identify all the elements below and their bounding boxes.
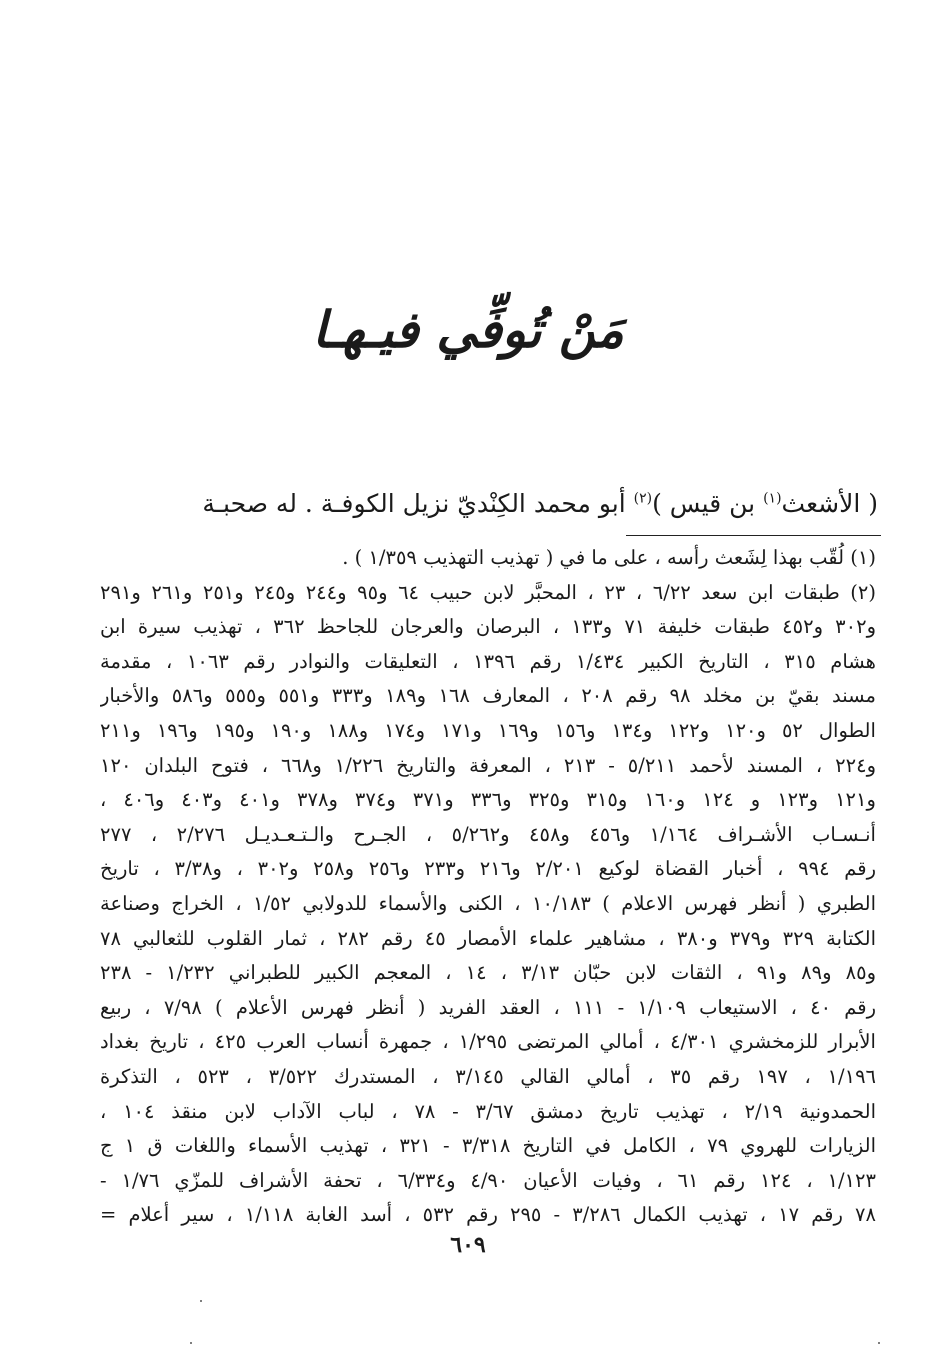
footnote-2-line: و١٢١ و١٢٣ و ١٢٤ و١٦٠ و٣١٥ و٣٢٥ و٣٣٦ و٣٧١ و٣٧٤ و٣٧٨ و٤٠١ و٤٠٣ و٤٠٦ ، (100, 788, 876, 812)
footnote-2-line: الطوال ٥٢ و١٢٠ و١٢٢ و١٣٤ و١٥٦ و١٦٩ و١٧١ و١٧٤ و١٨٨ و١٩٠ و١٩٥ و١٩٦ و٢١١ (100, 718, 876, 742)
footnote-2-line: ١/١٩٦ ، ١٩٧ رقم ٣٥ ، أمالي القالي ٣/١٤٥ ، المستدرك ٣/٥٢٢ ، ٥٢٣ ، التذكرة (100, 1064, 876, 1088)
scan-speck (190, 1342, 192, 1344)
page-number: ٦٠٩ (450, 1232, 486, 1258)
footnote-divider (626, 535, 881, 536)
footnote-2-line: الحمدونية ٢/١٩ ، تهذيب تاريخ دمشق ٣/٦٧ - ٧٨ ، لباب الآداب لابن منقذ ١٠٤ ، (100, 1099, 876, 1123)
scan-speck (200, 1300, 202, 1302)
footnote-2-line: الطبري ( أنظر فهرس الاعلام ) ١٠/١٨٣ ، الكنى والأسماء للدولابي ١/٥٢ ، الخراج وصناعة (100, 891, 876, 915)
entry-name: ( الأشعث (781, 489, 878, 518)
footnotes (100, 541, 876, 1233)
biography-entry (100, 484, 878, 524)
footnote-2-line: و٨٥ و٨٩ و٩١ ، الثقات لابن حبّان ٣/١٣ ، ١٤ ، المعجم الكبير للطبراني ١/٢٣٢ - ٢٣٨ (100, 961, 876, 985)
footnote-1: (١) لُقّب بهذا لِشَعث رأسه ، على ما في ( تهذيب التهذيب ١/٣٥٩ ) . (342, 546, 876, 569)
footnote-2-line: هشام ٣١٥ ، التاريخ الكبير ١/٤٣٤ رقم ١٣٩٦ ، التعليقات والنوادر رقم ١٠٦٣ ، مقدمة (100, 649, 876, 673)
footnote-2-line: أنـسـاب الأشـراف ١/١٦٤ و٤٥٦ و٤٥٨ و٥/٢٦٢ ، الجـرح والـتـعـديـل ٢/٢٧٦ ، ٢٧٧ (100, 822, 876, 846)
footnote-ref-1: (١) (763, 490, 782, 507)
scan-speck (878, 1342, 880, 1344)
entry-name-cont: بن قيس ) (652, 489, 764, 518)
footnote-2-line: ٧٨ رقم ١٧ ، تهذيب الكمال ٣/٢٨٦ - ٢٩٥ رقم ٥٣٢ ، أسد الغابة ١/١١٨ ، سير أعلام = (100, 1203, 876, 1227)
footnote-2-line: الكتابة ٣٢٩ و٣٧٩ و٣٨٠ ، مشاهير علماء الأمصار ٤٥ رقم ٢٨٢ ، ثمار القلوب للثعالبي ٧٨ (100, 926, 876, 950)
footnote-2-line: (٢) طبقات ابن سعد ٦/٢٢ ، ٢٣ ، المحبَّر لابن حبيب ٦٤ و٩٥ و٢٤٤ و٢٤٥ و٢٥١ و٢٦١ و٢٩١ (100, 580, 876, 604)
section-heading: مَنْ تُوفِّي فيـهـا (312, 300, 624, 359)
footnote-2-line: و٢٢٤ ، المسند لأحمد ٥/٢١١ - ٢١٣ ، المعرفة والتاريخ ١/٢٢٦ و٦٦٨ ، فتوح البلدان ١٢٠ (100, 753, 876, 777)
footnote-2-line: الأبرار للزمخشري ٤/٣٠١ ، أمالي المرتضى ١/٢٩٥ ، جمهرة أنساب العرب ٤٢٥ ، تاريخ بغداد (100, 1030, 876, 1054)
footnote-2-line: ١/١٢٣ ، ١٢٤ رقم ٦١ ، وفيات الأعيان ٤/٩٠ و٦/٣٣٤ ، تحفة الأشراف للمزّي ١/٧٦ - (100, 1168, 876, 1192)
entry-text: أبو محمد الكِنْديّ نزيل الكوفـة . له صحبـة (202, 489, 634, 518)
footnote-2-line: رقم ٤٠ ، الاستيعاب ١/١٠٩ - ١١١ ، العقد الفريد ( أنظر فهرس الأعلام ) ٧/٩٨ ، ربيع (100, 995, 876, 1019)
footnote-2-line: مسند بقيّ بن مخلد ٩٨ رقم ٢٠٨ ، المعارف ١٦٨ و١٨٩ و٣٣٣ و٥٥١ و٥٥٥ و٥٨٦ والأخبار (100, 684, 876, 708)
footnote-2-line: و٣٠٢ و٤٥٢ طبقات خليفة ٧١ و١٣٣ ، البرصان والعرجان للجاحظ ٣٦٢ ، تهذيب سيرة ابن (100, 615, 876, 639)
footnote-2-line: الزيارات للهروي ٧٩ ، الكامل في التاريخ ٣/٣١٨ - ٣٢١ ، تهذيب الأسماء واللغات ق ١ ج (100, 1134, 876, 1158)
footnote-2-line: رقم ٩٩٤ ، أخبار القضاة لوكيع ٢/٢٠١ و٢١٦ و٢٣٣ و٢٥٦ و٢٥٨ و٣٠٢ ، و٣/٣٨ ، تاريخ (100, 857, 876, 881)
footnote-ref-2: (٢) (633, 490, 653, 507)
